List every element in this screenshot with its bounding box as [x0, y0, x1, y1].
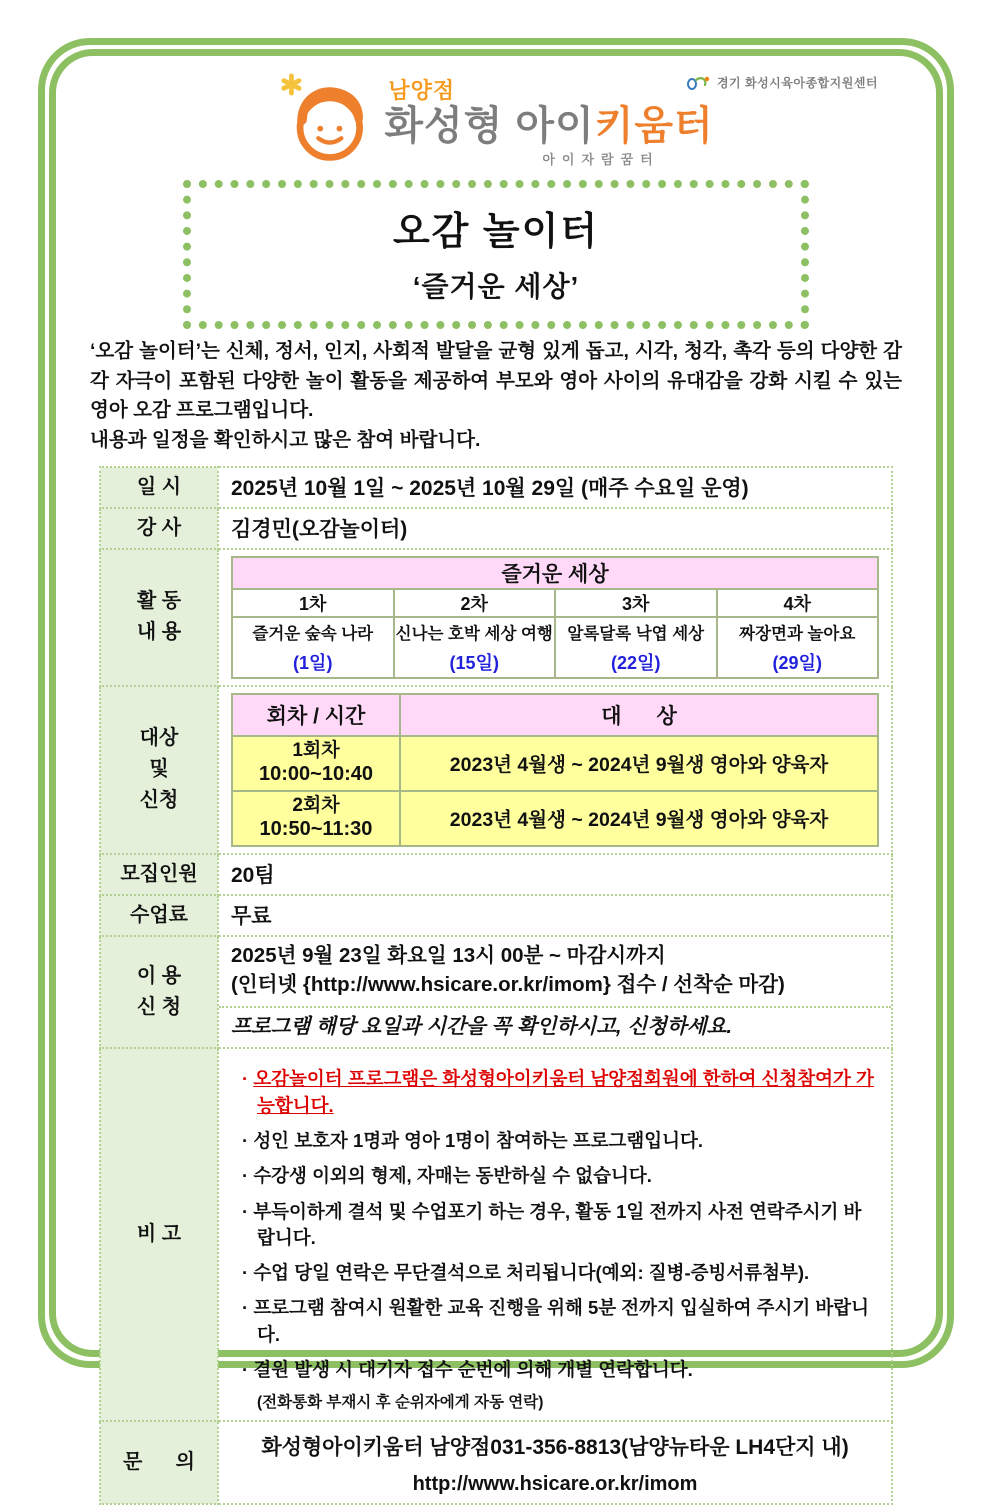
brand-text: [384, 72, 713, 168]
note-item-restriction: · 오감놀이터 프로그램은 화성형아이키움터 남양점회원에 한하여 신청참여가 가능합니다.: [231, 1066, 879, 1119]
contact-phone: 화성형아이키움터 남양점031-356-8813(남양뉴타운 LH4단지 내): [231, 1431, 879, 1461]
note-item: · 프로그램 참여시 원활한 교육 진행을 위해 5분 전까지 입실하여 주시기 바랍니다.: [231, 1295, 879, 1348]
session-name: 신나는 호박 세상 여행: [396, 620, 554, 644]
target-label-line3: 신청: [103, 785, 215, 816]
intro-line-2: 내용과 일정을 확인하시고 많은 참여 바랍니다.: [90, 426, 902, 456]
target-session-cell: [232, 736, 400, 791]
info-table: [99, 466, 893, 1505]
capacity-value: 20팀: [218, 854, 892, 895]
target-col1-header: 회차 / 시간: [232, 694, 400, 736]
row-instructor: [100, 508, 892, 549]
branch-name: 남양점: [388, 74, 713, 105]
apply-label-line1: 이 용: [103, 961, 215, 992]
target-label: [100, 686, 218, 854]
schedule-label: 일 시: [100, 467, 218, 508]
contact-url: http://www.hsicare.or.kr/imom: [231, 1473, 879, 1496]
note-item: · 수강생 이외의 형제, 자매는 동반하실 수 없습니다.: [231, 1163, 879, 1189]
activity-cell: [218, 549, 892, 686]
apply-label: [100, 936, 218, 1049]
partner-mark-icon: [686, 75, 712, 91]
partner-logo: [686, 74, 878, 91]
session-no-cell: 3차: [555, 589, 717, 617]
bullet-icon: ·: [242, 1262, 248, 1283]
target-session: 1회차: [233, 740, 399, 763]
activity-table: [231, 556, 879, 679]
note-item: · 수업 당일 연락은 무단결석으로 처리됩니다(예외: 질병-증빙서류첨부).: [231, 1260, 879, 1286]
session-cell: [555, 617, 717, 678]
apply-label-line2: 신 청: [103, 992, 215, 1023]
target-label-line2: 및: [103, 754, 215, 785]
bullet-icon: ·: [242, 1201, 248, 1222]
target-time: 10:50~11:30: [233, 817, 399, 841]
target-time: 10:00~10:40: [233, 762, 399, 786]
session-date: (22일): [557, 649, 715, 675]
row-capacity: [100, 854, 892, 895]
target-col2-header: 대 상: [400, 694, 878, 736]
target-audience: 2023년 4월생 ~ 2024년 9월생 영아와 양육자: [400, 736, 878, 791]
apply-period: 2025년 9월 23일 화요일 13시 00분 ~ 마감시까지: [219, 937, 891, 970]
activity-session-numbers: [232, 589, 878, 617]
contact-label: 문 의: [100, 1421, 218, 1504]
brand-name: [384, 105, 713, 147]
bullet-icon: ·: [242, 1165, 248, 1186]
session-no-cell: 1차: [232, 589, 394, 617]
program-title: 오감 놀이터: [191, 200, 801, 255]
instructor-label: 강 사: [100, 508, 218, 549]
instructor-value: 김경민(오감놀이터): [218, 508, 892, 549]
session-date: (1일): [234, 649, 392, 675]
target-session-cell: [232, 791, 400, 846]
target-audience: 2023년 4월생 ~ 2024년 9월생 영아와 양육자: [400, 791, 878, 846]
activity-theme-row: [232, 557, 878, 589]
contact-cell: [218, 1421, 892, 1504]
row-activity: [100, 549, 892, 686]
intro-paragraph: [90, 337, 902, 456]
row-notes: [100, 1048, 892, 1421]
apply-note: 프로그램 해당 요일과 시간을 꼭 확인하시고, 신청하세요.: [219, 1006, 891, 1048]
activity-label-line1: 활 동: [103, 586, 215, 617]
session-name: 짜장면과 놀아요: [719, 620, 877, 644]
brand-name-orange: 키움터: [595, 104, 714, 148]
note-item: · 결원 발생 시 대기자 접수 순번에 의해 개별 연락합니다.: [231, 1357, 879, 1383]
row-schedule: [100, 467, 892, 508]
session-name: 알록달록 낙엽 세상: [557, 620, 715, 644]
session-date: (15일): [396, 649, 554, 675]
brand-name-gray: 화성형 아이: [384, 104, 594, 148]
bullet-icon: ·: [242, 1130, 248, 1151]
schedule-value: 2025년 10월 1일 ~ 2025년 10월 29일 (매주 수요일 운영): [218, 467, 892, 508]
bullet-icon: ·: [242, 1359, 248, 1380]
header-logo: [84, 70, 908, 174]
session-cell: [394, 617, 556, 678]
partner-name: 경기 화성시육아종합지원센터: [717, 74, 878, 91]
notes-cell: [218, 1048, 892, 1421]
fee-value: 무료: [218, 895, 892, 936]
target-header-row: [232, 694, 878, 736]
bullet-icon: ·: [242, 1297, 248, 1318]
title-box: [183, 180, 809, 329]
notes-label: 비 고: [100, 1048, 218, 1421]
note-item: · 부득이하게 결석 및 수업포기 하는 경우, 활동 1일 전까지 사전 연락주시기 바랍니다.: [231, 1199, 879, 1252]
note-item: · 성인 보호자 1명과 영아 1명이 참여하는 프로그램입니다.: [231, 1128, 879, 1154]
row-target: [100, 686, 892, 854]
activity-theme: 즐거운 세상: [232, 557, 878, 589]
page-border-inner: [49, 49, 943, 1357]
program-subtitle: ‘즐거운 세상’: [191, 265, 801, 305]
session-cell: [232, 617, 394, 678]
apply-method: (인터넷 {http://www.hsicare.or.kr/imom} 접수 / 선착순 마감): [219, 969, 891, 1006]
row-fee: [100, 895, 892, 936]
target-session: 2회차: [233, 795, 399, 818]
target-table: [231, 693, 879, 847]
bullet-icon: ·: [242, 1068, 248, 1089]
session-date: (29일): [719, 649, 877, 675]
target-row-2: [232, 791, 878, 846]
apply-cell: [218, 936, 892, 1049]
activity-session-names: [232, 617, 878, 678]
session-name: 즐거운 숲속 나라: [234, 620, 392, 644]
note-subnote: (전화통화 부재시 후 순위자에게 자동 연락): [227, 1390, 883, 1412]
capacity-label: 모집인원: [100, 854, 218, 895]
page-border-outer: [38, 38, 954, 1368]
session-no-cell: 2차: [394, 589, 556, 617]
session-cell: [717, 617, 879, 678]
intro-line-1: ‘오감 놀이터’는 신체, 정서, 인지, 사회적 발달을 균형 있게 돕고, 시각, 청각, 촉각 등의 다양한 감각 자극이 포함된 다양한 놀이 활동을 제공하여 부모와 영아 사이의 유대감을 강화 시킬 수 있는 영아 오감 프로그램입니다.: [90, 337, 902, 426]
row-apply: [100, 936, 892, 1049]
row-contact: [100, 1421, 892, 1504]
session-no-cell: 4차: [717, 589, 879, 617]
activity-label-line2: 내 용: [103, 617, 215, 648]
activity-label: [100, 549, 218, 686]
mascot-face-icon: [278, 72, 374, 168]
brand-slogan: 아이자람꿈터: [542, 149, 713, 168]
target-cell: [218, 686, 892, 854]
fee-label: 수업료: [100, 895, 218, 936]
target-row-1: [232, 736, 878, 791]
target-label-line1: 대상: [103, 723, 215, 754]
